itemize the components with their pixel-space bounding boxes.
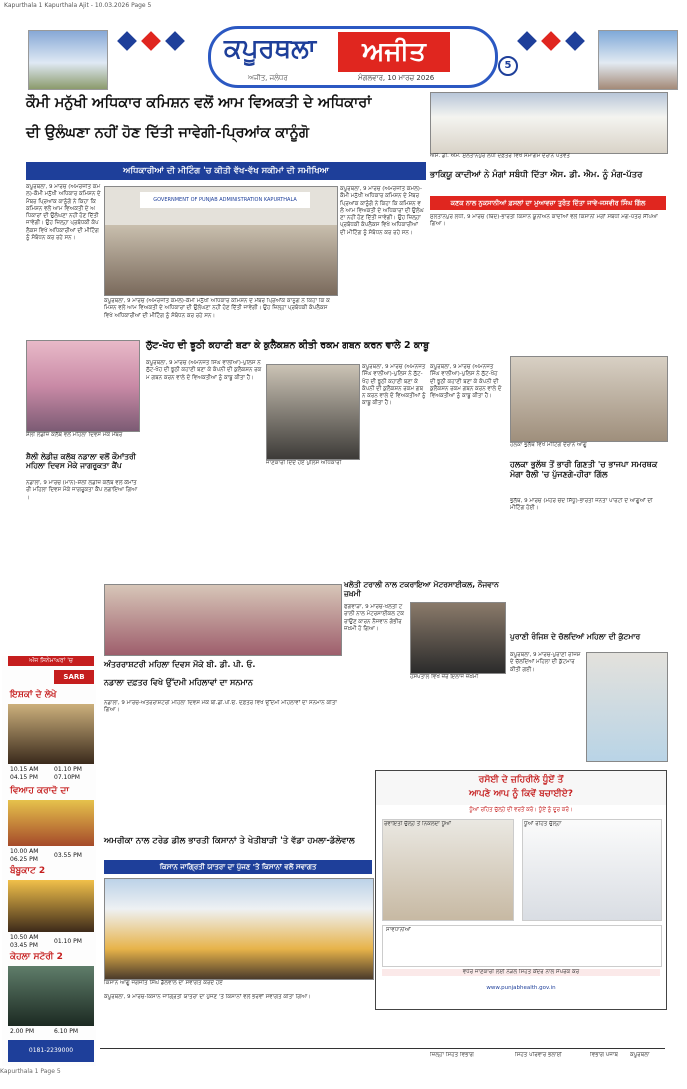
palace-photo — [598, 30, 678, 90]
crime-body-col3: ਕਪੂਰਥਲਾ, 9 ਮਾਰਚ (ਅਮਨਜੋਤ ਸਿੰਘ ਵਾਲੀਆ)-ਪੁਲਿਸ ਨੇ ਲੁੱਟ-ਖੋਹ ਦੀ ਝੂਠੀ ਕਹਾਣੀ ਬਣਾ ਕੇ ਕੰਪਨੀ ਦੀ ਕੁਲੈਕਸ਼ਨ ਰਕਮ ਗਬਨ ਕਰਨ ਵਾਲੇ ਦੋ ਵਿਅਕਤੀਆਂ ਨੂੰ ਕਾਬੂ ਕੀਤਾ ਹੈ। — [430, 364, 502, 400]
ad-headline-2: ਆਪਣੇ ਆਪ ਨੂੰ ਕਿਵੇਂ ਬਚਾਈਏ? — [469, 789, 573, 799]
movie3-time: 10.50 AM — [10, 934, 39, 941]
injury-headline: ਪੁਰਾਣੀ ਰੰਜਿਸ਼ ਦੇ ਚੱਲਦਿਆਂ ਮਹਿਲਾ ਦੀ ਕੁੱਟਮਾਰ — [510, 632, 641, 641]
bjp-photo — [510, 356, 668, 442]
pattern-tile — [541, 31, 561, 51]
womens-day-body: ਨਡਾਲਾ, 9 ਮਾਰਚ-ਅੰਤਰਰਾਸ਼ਟਰੀ ਮਹਿਲਾ ਦਿਵਸ ਮੌਕੇ ਬੀ.ਡੀ.ਪੀ.ਓ. ਦਫ਼ਤਰ ਵਿਖੇ ਉੱਦਮੀ ਮਹਿਲਾਵਾਂ ਦਾ ਸਨਮਾਨ ਕੀਤਾ ਗਿਆ। — [104, 700, 337, 714]
bottom-strip: Kapurthala 1 Page 5 — [0, 1068, 61, 1075]
movie4-time: 6.10 PM — [54, 1028, 79, 1035]
cinema-sidebar — [2, 656, 96, 1066]
movie4-title: ਕੇਹਲਾ ਸਟੋਰੀ 2 — [10, 952, 63, 962]
farmers-subhead: ਕਣਕ ਨਾਲ ਨੁਕਸਾਨੀਆਂ ਫ਼ਸਲਾਂ ਦਾ ਮੁਆਵਜ਼ਾ ਤੁਰੰਤ ਦਿੱਤਾ ਜਾਵੇ-ਜਸਵੀਰ ਸਿੰਘ ਗਿੱਲ — [430, 196, 666, 210]
page-number: 5 — [498, 56, 518, 76]
gurdwara-photo — [28, 30, 108, 90]
movie4-time: 2.00 PM — [10, 1028, 35, 1035]
accident-headline: ਖਲੋਤੀ ਟਰਾਲੀ ਨਾਲ ਟਕਰਾਇਆ ਮੋਟਰਸਾਈਕਲ, ਨੌਜਵਾਨ ਜ਼ਖ਼ਮੀ — [344, 580, 499, 599]
panel3-label: ਸਾਵਧਾਨੀਆਂ — [386, 927, 411, 933]
movie1-time: 04.15 PM — [10, 774, 38, 781]
bjp-headline: ਹਲਕਾ ਭੁਲੱਥ ਤੋਂ ਭਾਰੀ ਗਿਣਤੀ 'ਚ ਭਾਜਪਾ ਸਮਰਥਕ ਮੋਗਾ ਰੈਲੀ 'ਚ ਪੁੱਜਣਗੇ-ਹੀਰਾ ਗਿੱਲ — [510, 460, 658, 479]
ladies-club-photo — [26, 340, 140, 432]
pattern-tile — [117, 31, 137, 51]
womens-day-headline-2: ਨਡਾਲਾ ਦਫ਼ਤਰ ਵਿਖੇ ਉੱਦਮੀ ਮਹਿਲਾਵਾਂ ਦਾ ਸਨਮਾਨ — [104, 678, 253, 687]
pattern-tile — [141, 31, 161, 51]
panel2-label: ਧੂੰਆਂ ਰਹਿਤ ਚੁੱਲ੍ਹਾ — [524, 821, 562, 827]
lead-body: ਕਪੂਰਥਲਾ, 9 ਮਾਰਚ (ਅਮਰਜੀਤ ਕੋਮਲ)-ਕੌਮੀ ਮਨੁੱਖੀ ਅਧਿਕਾਰ ਕਮਿਸ਼ਨ ਦੇ ਮੈਂਬਰ ਪ੍ਰਿਆਂਕ ਕਾਨੂੰਗੋ ਨੇ ਕਿਹਾ ਕਿ ਕਮਿਸ਼ਨ ਵਲੋਂ ਆਮ ਵਿਅਕਤੀ ਦੇ ਅਧਿਕਾਰਾਂ ਦੀ ਉਲੰਘਣਾ ਨਹੀਂ ਹੋਣ ਦਿੱਤੀ ਜਾਵੇਗੀ। ਉਹ ਜ਼ਿਲ੍ਹਾ ਪ੍ਰਬੰਧਕੀ ਕੰਪਲੈਕਸ ਵਿਖੇ ਅਧਿਕਾਰੀਆਂ ਦੀ ਮੀਟਿੰਗ ਨੂੰ ਸੰਬੋਧਨ ਕਰ ਰਹੇ ਸਨ। — [26, 184, 101, 242]
movie2-poster — [8, 800, 94, 846]
movie2-time: 06.25 PM — [10, 856, 38, 863]
police-photo — [266, 364, 360, 460]
america-caption: ਕਿਸਾਨ ਆਗੂ ਜਗਜੀਤ ਸਿੰਘ ਡੱਲੇਵਾਲ ਦਾ ਸਵਾਗਤ ਕਰਦੇ ਹੋਏ — [104, 980, 223, 986]
crime-body: ਕਪੂਰਥਲਾ, 9 ਮਾਰਚ (ਅਮਨਜੋਤ ਸਿੰਘ ਵਾਲੀਆ)-ਪੁਲਿਸ ਨੇ ਲੁੱਟ-ਖੋਹ ਦੀ ਝੂਠੀ ਕਹਾਣੀ ਬਣਾ ਕੇ ਕੰਪਨੀ ਦੀ ਕੁਲੈਕਸ਼ਨ ਰਕਮ ਗਬਨ ਕਰਨ ਵਾਲੇ ਦੋ ਵਿਅਕਤੀਆਂ ਨੂੰ ਕਾਬੂ ਕੀਤਾ ਹੈ। — [146, 360, 262, 381]
farmers-headline: ਭਾਕਿਯੂ ਕਾਦੀਆਂ ਨੇ ਮੰਗਾਂ ਸਬੰਧੀ ਦਿੱਤਾ ਐਸ. ਡੀ. ਐਮ. ਨੂੰ ਮੰਗ-ਪੱਤਰ — [430, 170, 643, 180]
movie3-poster — [8, 880, 94, 932]
injury-body: ਕਪੂਰਥਲਾ, 9 ਮਾਰਚ-ਪੁਰਾਣੀ ਰੰਜਿਸ਼ ਦੇ ਚੱਲਦਿਆਂ ਮਹਿਲਾ ਦੀ ਕੁੱਟਮਾਰ ਕੀਤੀ ਗਈ। — [510, 652, 581, 673]
accident-photo — [410, 602, 506, 674]
crime-headline: ਲੁੱਟ-ਖੋਹ ਦੀ ਝੂਠੀ ਕਹਾਣੀ ਬਣਾ ਕੇ ਕੁਲੈਕਸ਼ਨ ਕੀਤੀ ਰਕਮ ਗਬਨ ਕਰਨ ਵਾਲੇ 2 ਕਾਬੂ — [146, 340, 430, 351]
city-name: ਕਪੂਰਥਲਾ — [224, 34, 317, 64]
cinema-logo: SARB — [54, 670, 94, 684]
movie1-title: ਇਸ਼ਕਾਂ ਦੇ ਲੇਖੇ — [10, 690, 57, 700]
traditional-stove-panel — [382, 819, 514, 921]
farmers-photo — [430, 92, 668, 154]
cinema-header: ਅੱਜ ਸਿਨੇਮਾਘਰਾਂ 'ਚ — [8, 656, 94, 666]
lead-headline-2: ਦੀ ਉਲੰਘਣਾ ਨਹੀਂ ਹੋਣ ਦਿੱਤੀ ਜਾਵੇਗੀ-ਪ੍ਰਿਆਂਕ ਕਾਨੂੰਗੋ — [26, 125, 309, 141]
health-ad — [375, 770, 667, 1010]
masthead-subtitle: ਅਜੀਤ, ਜਲੰਧਰ — [248, 74, 288, 82]
womens-day-headline-1: ਅੰਤਰਰਾਸ਼ਟਰੀ ਮਹਿਲਾ ਦਿਵਸ ਮੌਕੇ ਬੀ. ਡੀ. ਪੀ. ਓ. — [104, 660, 256, 669]
farmers-body: ਸੁਲਤਾਨਪੁਰ ਲੋਧੀ, 9 ਮਾਰਚ (ਥਿੰਦ)-ਭਾਰਤੀ ਕਿਸਾਨ ਯੂਨੀਅਨ ਕਾਦੀਆਂ ਵਲੋਂ ਕਿਸਾਨੀ ਮੰਗਾਂ ਸਬੰਧੀ ਮੰਗ-ਪੱਤਰ ਸੌਂਪਿਆ ਗਿਆ। — [430, 214, 658, 228]
crime-caption: ਜਾਣਕਾਰੀ ਦਿੰਦੇ ਹੋਏ ਪੁਲਿਸ ਅਧਿਕਾਰੀ — [266, 460, 342, 466]
ad-subline: ਧੂੰਆਂ ਰਹਿਤ ਚੁੱਲ੍ਹੇ ਦੀ ਵਰਤੋਂ ਕਰੋ। ਧੂੰਏਂ ਨੂੰ ਦੂਰ ਕਰੋ। — [469, 807, 573, 813]
accident-caption: ਹਸਪਤਾਲ ਵਿਖੇ ਜ਼ੇਰੇ ਇਲਾਜ ਜ਼ਖ਼ਮੀ — [410, 674, 479, 680]
movie4-poster — [8, 966, 94, 1026]
footer-item: ਕਪੂਰਥਲਾ — [630, 1052, 650, 1058]
accident-body: ਫਗਵਾੜਾ, 9 ਮਾਰਚ-ਖਲੋਤੀ ਟਰਾਲੀ ਨਾਲ ਮੋਟਰਸਾਈਕਲ ਟਕਰਾਉਣ ਕਾਰਨ ਨੌਜਵਾਨ ਗੰਭੀਰ ਜ਼ਖ਼ਮੀ ਹੋ ਗਿਆ। — [344, 604, 404, 632]
masthead — [0, 12, 687, 88]
movie3-title: ਬੰਬੂਕਾਟ 2 — [10, 866, 46, 876]
footer-bar — [100, 1048, 665, 1063]
movie3-time: 03.45 PM — [10, 942, 38, 949]
bjp-body: ਭੁਲੱਥ, 9 ਮਾਰਚ (ਮੇਹਰ ਚੰਦ ਸਿੱਧੂ)-ਭਾਰਤੀ ਜਨਤਾ ਪਾਰਟੀ ਦੇ ਆਗੂਆਂ ਦੀ ਮੀਟਿੰਗ ਹੋਈ। — [510, 498, 653, 512]
farmers-yatra-photo — [104, 878, 374, 980]
meeting-board: GOVERNMENT OF PUNJAB ADMINISTRATION KAPURTHALA — [140, 192, 310, 208]
ladies-club-caption: ਸ਼ੈਲੀ ਲੇਡੀਜ਼ ਕਲੱਬ ਵਲੋਂ ਮਹਿਲਾ ਦਿਵਸ ਮੌਕੇ ਮੈਂਬਰ — [26, 432, 123, 438]
footer-item: ਸਿਹਤ ਪਰਿਵਾਰ ਭਲਾਈ — [515, 1052, 562, 1058]
lead-body-col2: ਕਪੂਰਥਲਾ, 9 ਮਾਰਚ (ਅਮਰਜੀਤ ਕੋਮਲ)-ਕੌਮੀ ਮਨੁੱਖੀ ਅਧਿਕਾਰ ਕਮਿਸ਼ਨ ਦੇ ਮੈਂਬਰ ਪ੍ਰਿਆਂਕ ਕਾਨੂੰਗੋ ਨੇ ਕਿਹਾ ਕਿ ਕਮਿਸ਼ਨ ਵਲੋਂ ਆਮ ਵਿਅਕਤੀ ਦੇ ਅਧਿਕਾਰਾਂ ਦੀ ਉਲੰਘਣਾ ਨਹੀਂ ਹੋਣ ਦਿੱਤੀ ਜਾਵੇਗੀ। ਉਹ ਜ਼ਿਲ੍ਹਾ ਪ੍ਰਬੰਧਕੀ ਕੰਪਲੈਕਸ ਵਿਖੇ ਅਧਿਕਾਰੀਆਂ ਦੀ ਮੀਟਿੰਗ ਨੂੰ ਸੰਬੋਧਨ ਕਰ ਰਹੇ ਸਨ। — [340, 186, 424, 236]
movie1-poster — [8, 704, 94, 764]
ladies-club-body: ਨਡਾਲਾ, 9 ਮਾਰਚ (ਮਾਨ)-ਸ਼ੈਲੀ ਲੇਡੀਜ਼ ਕਲੱਬ ਵਲੋਂ ਕੌਮਾਂਤਰੀ ਮਹਿਲਾ ਦਿਵਸ ਮੌਕੇ ਜਾਗਰੂਕਤਾ ਕੈਂਪ ਲਗਾਇਆ ਗਿਆ। — [26, 480, 138, 501]
pattern-tile — [165, 31, 185, 51]
cinema-contact: 0181-2239000 — [8, 1040, 94, 1062]
ad-footer-text: ਵਧੇਰੇ ਜਾਣਕਾਰੀ ਲਈ ਨੇੜਲੇ ਸਿਹਤ ਕੇਂਦਰ ਨਾਲ ਸੰਪਰਕ ਕਰੋ — [382, 969, 660, 976]
movie1-time: 07.10PM — [54, 774, 80, 781]
issue-date: ਮੰਗਲਵਾਰ, 10 ਮਾਰਚ 2026 — [358, 74, 435, 82]
lead-banner: ਅਧਿਕਾਰੀਆਂ ਦੀ ਮੀਟਿੰਗ 'ਚ ਕੀਤੀ ਵੱਖ-ਵੱਖ ਸਕੀਮਾਂ ਦੀ ਸਮੀਖਿਆ — [26, 162, 426, 180]
paper-name: ਅਜੀਤ — [338, 32, 450, 72]
america-headline: ਅਮਰੀਕਾ ਨਾਲ ਟਰੇਡ ਡੀਲ ਭਾਰਤੀ ਕਿਸਾਨਾਂ ਤੇ ਖੇਤੀਬਾੜੀ 'ਤੇ ਵੱਡਾ ਹਮਲਾ-ਡੱਲੇਵਾਲ — [104, 836, 355, 846]
injured-woman-photo — [586, 652, 668, 762]
ad-website: www.punjabhealth.gov.in — [486, 985, 556, 991]
farmers-caption: ਐਸ. ਡੀ. ਐਮ. ਸੁਲਤਾਨਪੁਰ ਲੋਧੀ ਦਫ਼ਤਰ ਵਿਖੇ ਸਮਾਗਮ ਦੌਰਾਨ ਪਤਵੰਤੇ — [430, 153, 570, 159]
smokeless-stove-panel — [522, 819, 662, 921]
print-strip: Kapurthala 1 Kapurthala Ajit - 10.03.2026 Page 5 — [4, 2, 152, 9]
movie1-time: 10.15 AM — [10, 766, 39, 773]
bjp-caption: ਹਲਕਾ ਭੁਲੱਥ ਵਿਖੇ ਮੀਟਿੰਗ ਦੌਰਾਨ ਆਗੂ — [510, 442, 587, 448]
panel1-label: ਰਵਾਇਤੀ ਚੁੱਲ੍ਹੇ ਤੋਂ ਨਿਕਲਦਾ ਧੂੰਆਂ — [384, 821, 452, 827]
ladies-club-headline: ਸ਼ੈਲੀ ਲੇਡੀਜ਼ ਕਲੱਬ ਨਡਾਲਾ ਵਲੋਂ ਕੌਮਾਂਤਰੀ ਮਹਿਲਾ ਦਿਵਸ ਮੌਕੇ ਜਾਗਰੂਕਤਾ ਕੈਂਪ — [26, 452, 136, 471]
lead-headline-1: ਕੌਮੀ ਮਨੁੱਖੀ ਅਧਿਕਾਰ ਕਮਿਸ਼ਨ ਵਲੋਂ ਆਮ ਵਿਅਕਤੀ ਦੇ ਅਧਿਕਾਰਾਂ — [26, 95, 372, 111]
lead-body-col3: ਕਪੂਰਥਲਾ, 9 ਮਾਰਚ (ਅਮਰਜੀਤ ਕੋਮਲ)-ਕੌਮੀ ਮਨੁੱਖੀ ਅਧਿਕਾਰ ਕਮਿਸ਼ਨ ਦੇ ਮੈਂਬਰ ਪ੍ਰਿਆਂਕ ਕਾਨੂੰਗੋ ਨੇ ਕਿਹਾ ਕਿ ਕਮਿਸ਼ਨ ਵਲੋਂ ਆਮ ਵਿਅਕਤੀ ਦੇ ਅਧਿਕਾਰਾਂ ਦੀ ਉਲੰਘਣਾ ਨਹੀਂ ਹੋਣ ਦਿੱਤੀ ਜਾਵੇਗੀ। ਉਹ ਜ਼ਿਲ੍ਹਾ ਪ੍ਰਬੰਧਕੀ ਕੰਪਲੈਕਸ ਵਿਖੇ ਅਧਿਕਾਰੀਆਂ ਦੀ ਮੀਟਿੰਗ ਨੂੰ ਸੰਬੋਧਨ ਕਰ ਰਹੇ ਸਨ। — [104, 298, 330, 319]
america-body: ਕਪੂਰਥਲਾ, 9 ਮਾਰਚ-ਕਿਸਾਨ ਜਾਗ੍ਰਿਤੀ ਯਾਤਰਾ ਦਾ ਪੁੱਜਣ 'ਤੇ ਕਿਸਾਨਾਂ ਵਲੋਂ ਭਰਵਾਂ ਸਵਾਗਤ ਕੀਤਾ ਗਿਆ। — [104, 994, 311, 1000]
footer-item: ਵਿਭਾਗ ਪੰਜਾਬ — [590, 1052, 618, 1058]
america-banner: ਕਿਸਾਨ ਜਾਗ੍ਰਿਤੀ ਯਾਤਰਾ ਦਾ ਪੁੱਜਣ 'ਤੇ ਕਿਸਾਨਾਂ ਵਲੋਂ ਸਵਾਗਤ — [104, 860, 372, 874]
crime-body-col2: ਕਪੂਰਥਲਾ, 9 ਮਾਰਚ (ਅਮਨਜੋਤ ਸਿੰਘ ਵਾਲੀਆ)-ਪੁਲਿਸ ਨੇ ਲੁੱਟ-ਖੋਹ ਦੀ ਝੂਠੀ ਕਹਾਣੀ ਬਣਾ ਕੇ ਕੰਪਨੀ ਦੀ ਕੁਲੈਕਸ਼ਨ ਰਕਮ ਗਬਨ ਕਰਨ ਵਾਲੇ ਦੋ ਵਿਅਕਤੀਆਂ ਨੂੰ ਕਾਬੂ ਕੀਤਾ ਹੈ। — [362, 364, 426, 407]
movie2-time: 10.00 AM — [10, 848, 39, 855]
movie1-time: 01.10 PM — [54, 766, 82, 773]
movie3-time: 01.10 PM — [54, 938, 82, 945]
bdpo-photo — [104, 584, 342, 656]
pattern-tile — [565, 31, 585, 51]
pattern-tile — [517, 31, 537, 51]
footer-item: ਜ਼ਿਲ੍ਹਾ ਸਿਹਤ ਵਿਭਾਗ — [430, 1052, 474, 1058]
movie2-title: ਵਿਆਹ ਕਰਾਦੋ ਦਾ — [10, 786, 69, 796]
movie2-time: 03.55 PM — [54, 852, 82, 859]
ad-headline-1: ਰਸੋਈ ਦੇ ਜ਼ਹਿਰੀਲੇ ਧੂੰਏਂ ਤੋਂ — [478, 775, 564, 785]
